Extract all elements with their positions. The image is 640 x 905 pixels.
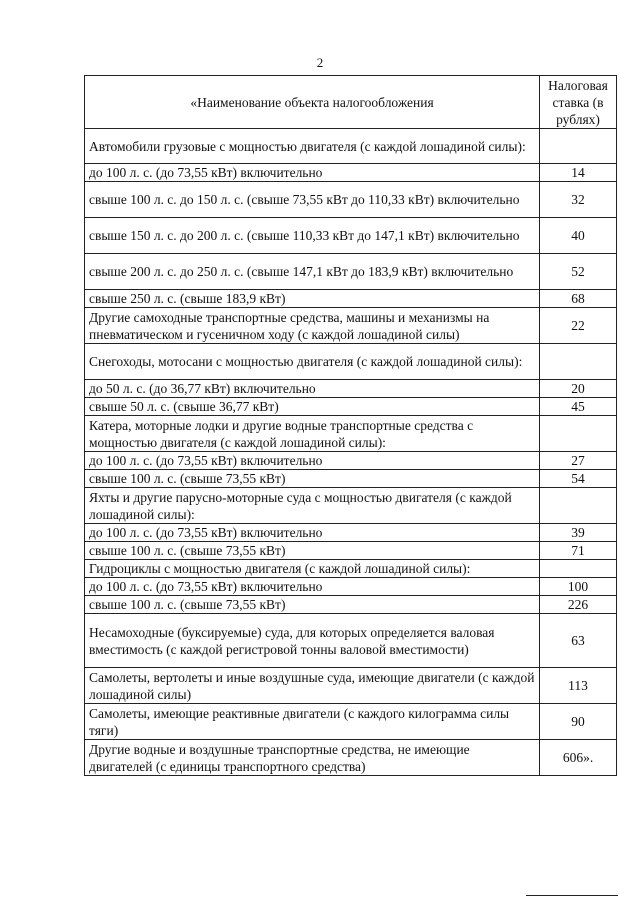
table-row	[85, 578, 617, 596]
row-tax-rate: 32	[540, 182, 617, 218]
row-object-name: свыше 150 л. с. до 200 л. с. (свыше 110,33 кВт до 147,1 кВт) включительно	[85, 218, 540, 254]
row-tax-rate	[540, 488, 617, 524]
table-row	[85, 290, 617, 308]
table-row	[85, 452, 617, 470]
row-tax-rate: 113	[540, 668, 617, 704]
table-header-row	[85, 76, 617, 129]
table-row	[85, 596, 617, 614]
row-object-name: Другие водные и воздушные транспортные средства, не имеющие двигателей (с единицы транспортного средства)	[85, 740, 540, 776]
table-body	[85, 129, 617, 776]
row-object-name: Другие самоходные транспортные средства, машины и механизмы на пневматическом и гусеничном ходу (с каждой лошадиной силы)	[85, 308, 540, 344]
row-object-name: Самолеты, вертолеты и иные воздушные суда, имеющие двигатели (с каждой лошадиной силы)	[85, 668, 540, 704]
row-object-name: свыше 50 л. с. (свыше 36,77 кВт)	[85, 398, 540, 416]
row-tax-rate	[540, 344, 617, 380]
row-tax-rate: 20	[540, 380, 617, 398]
row-tax-rate: 14	[540, 164, 617, 182]
row-object-name: до 100 л. с. (до 73,55 кВт) включительно	[85, 164, 540, 182]
row-object-name: до 100 л. с. (до 73,55 кВт) включительно	[85, 524, 540, 542]
row-object-name: до 100 л. с. (до 73,55 кВт) включительно	[85, 578, 540, 596]
table-row	[85, 740, 617, 776]
table-row	[85, 704, 617, 740]
row-object-name: свыше 250 л. с. (свыше 183,9 кВт)	[85, 290, 540, 308]
row-tax-rate: 45	[540, 398, 617, 416]
row-tax-rate: 90	[540, 704, 617, 740]
row-tax-rate	[540, 560, 617, 578]
table-row	[85, 164, 617, 182]
table-row	[85, 308, 617, 344]
table-row	[85, 398, 617, 416]
tax-rate-table	[84, 75, 617, 776]
row-object-name: до 100 л. с. (до 73,55 кВт) включительно	[85, 452, 540, 470]
table-row	[85, 182, 617, 218]
table-row	[85, 344, 617, 380]
row-tax-rate: 40	[540, 218, 617, 254]
row-tax-rate: 39	[540, 524, 617, 542]
row-tax-rate: 606».	[540, 740, 617, 776]
row-object-name: Катера, моторные лодки и другие водные транспортные средства с мощностью двигателя (с каждой лошадиной силы):	[85, 416, 540, 452]
column-header-object-name: «Наименование объекта налогообложения	[85, 76, 540, 129]
page-number: 2	[316, 55, 324, 70]
table-row	[85, 470, 617, 488]
table-row	[85, 416, 617, 452]
table-row	[85, 218, 617, 254]
column-header-tax-rate: Налоговая ставка (в рублях)	[540, 76, 617, 129]
table-row	[85, 668, 617, 704]
row-tax-rate: 68	[540, 290, 617, 308]
table-row	[85, 542, 617, 560]
table-row	[85, 380, 617, 398]
row-tax-rate: 54	[540, 470, 617, 488]
table-row	[85, 560, 617, 578]
row-object-name: свыше 100 л. с. (свыше 73,55 кВт)	[85, 596, 540, 614]
row-object-name: Самолеты, имеющие реактивные двигатели (с каждого килограмма силы тяги)	[85, 704, 540, 740]
row-tax-rate	[540, 416, 617, 452]
row-object-name: свыше 100 л. с. до 150 л. с. (свыше 73,55 кВт до 110,33 кВт) включительно	[85, 182, 540, 218]
row-object-name: свыше 100 л. с. (свыше 73,55 кВт)	[85, 470, 540, 488]
row-object-name: до 50 л. с. (до 36,77 кВт) включительно	[85, 380, 540, 398]
table-row	[85, 129, 617, 164]
table-row	[85, 524, 617, 542]
row-object-name: свыше 100 л. с. (свыше 73,55 кВт)	[85, 542, 540, 560]
row-object-name: Снегоходы, мотосани с мощностью двигателя (с каждой лошадиной силы):	[85, 344, 540, 380]
row-tax-rate: 27	[540, 452, 617, 470]
row-object-name: Автомобили грузовые с мощностью двигателя (с каждой лошадиной силы):	[85, 129, 540, 164]
row-tax-rate: 22	[540, 308, 617, 344]
footer-rule	[526, 895, 618, 896]
row-object-name: Гидроциклы с мощностью двигателя (с каждой лошадиной силы):	[85, 560, 540, 578]
row-tax-rate: 100	[540, 578, 617, 596]
row-tax-rate: 226	[540, 596, 617, 614]
row-object-name: Яхты и другие парусно-моторные суда с мощностью двигателя (с каждой лошадиной силы):	[85, 488, 540, 524]
table-row	[85, 488, 617, 524]
row-tax-rate: 63	[540, 614, 617, 668]
row-object-name: Несамоходные (буксируемые) суда, для которых определяется валовая вместимость (с каждой регистровой тонны валовой вместимости)	[85, 614, 540, 668]
row-tax-rate	[540, 129, 617, 164]
table-row	[85, 254, 617, 290]
table-row	[85, 614, 617, 668]
row-tax-rate: 71	[540, 542, 617, 560]
row-tax-rate: 52	[540, 254, 617, 290]
row-object-name: свыше 200 л. с. до 250 л. с. (свыше 147,1 кВт до 183,9 кВт) включительно	[85, 254, 540, 290]
